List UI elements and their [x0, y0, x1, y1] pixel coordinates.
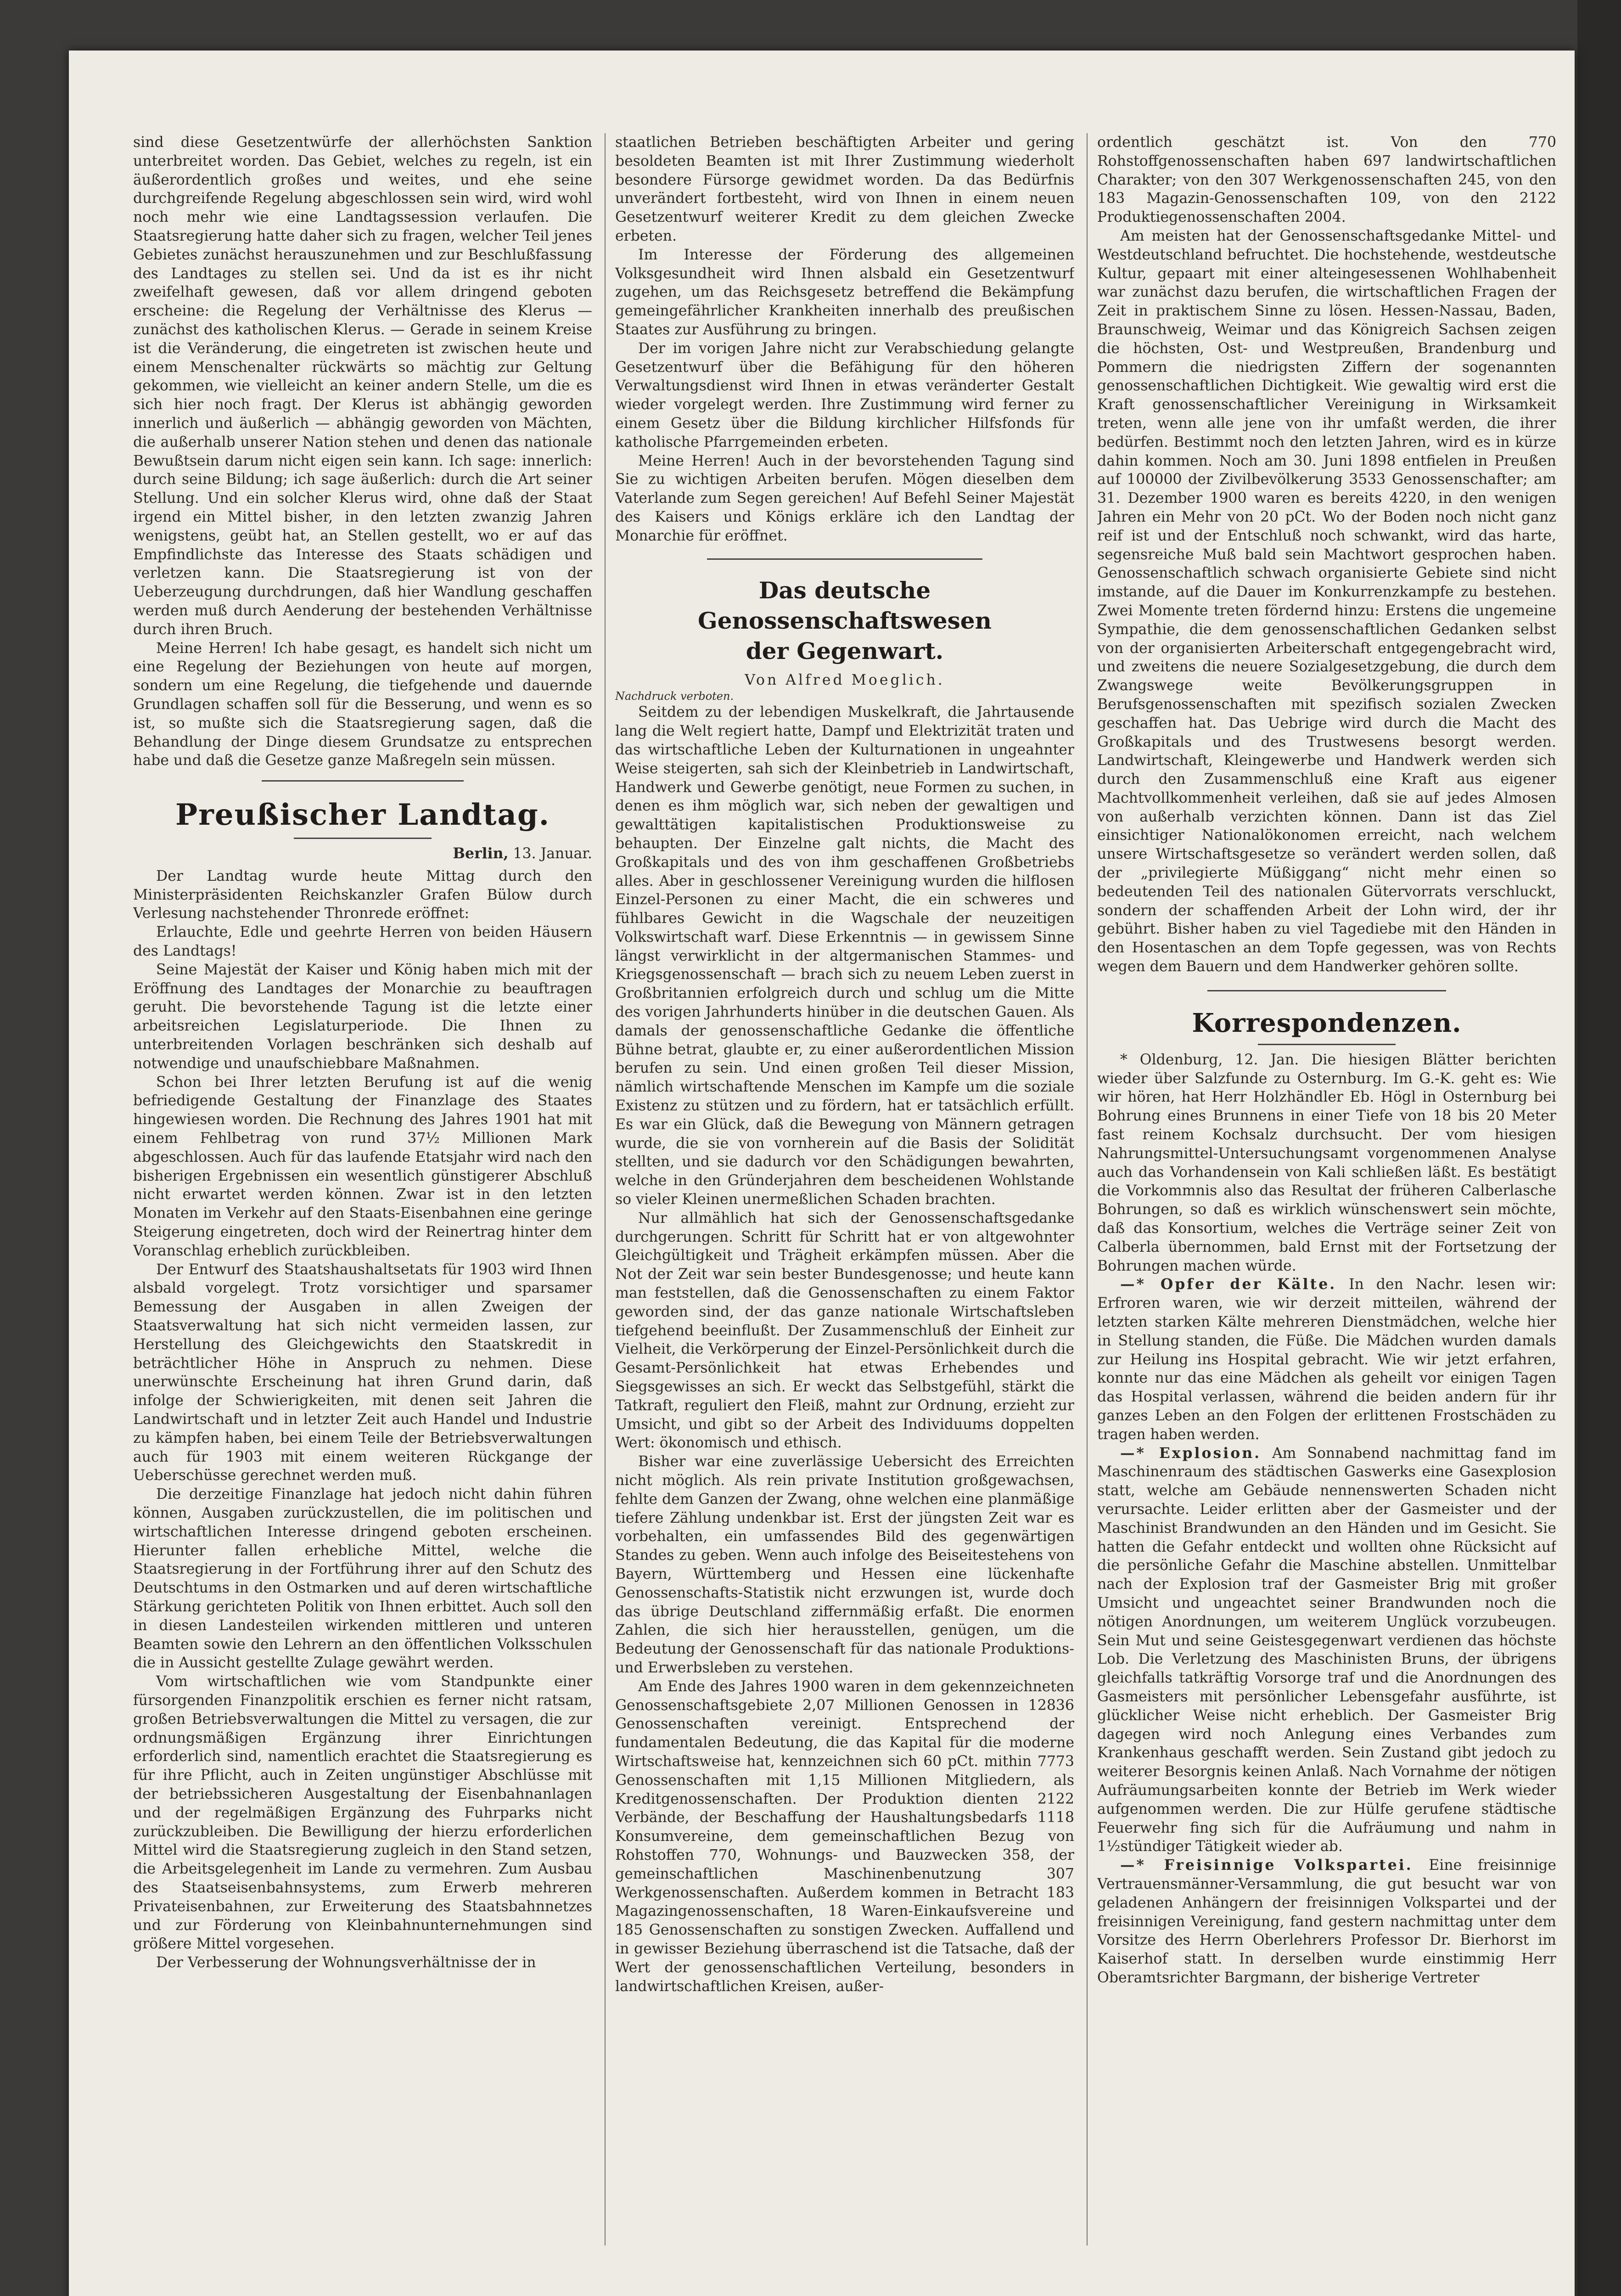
paragraph: Seine Majestät der Kaiser und König haben mich mit der Eröffnung des Landtages der Monarchie zu beauftragen geruht. Die bevorstehende Tagung ist die letzte einer arbeitsreichen Legislaturperiode. Die Ihnen zu unterbreitenden Vorlagen beschränken sich deshalb auf notwendige und unaufschiebbare Maßnahmen. — [133, 961, 592, 1072]
paragraph: Die derzeitige Finanzlage hat jedoch nicht dahin führen können, Ausgaben zurückzustellen, die im politischen und wirtschaftlichen Interesse dringend geboten erscheinen. Hierunter fallen erhebliche Mittel, welche die Staatsregierung in der Fortführung ihrer auf den Schutz des Deutschtums in den Ostmarken und auf deren wirtschaftliche Stärkung gerichteten Politik von Ihnen erbittet. Auch soll den in diesen Landesteilen wirkenden mittleren und unteren Beamten sowie den Lehrern an den öffentlichen Volksschulen die in Aussicht gestellte Zulage gewährt werden. — [133, 1486, 592, 1671]
column-rule-1 — [605, 133, 606, 2245]
separator — [707, 558, 982, 560]
dateline — [133, 844, 592, 863]
column-2 — [615, 133, 1074, 2255]
heading-preussischer-landtag: Preußischer Landtag. — [175, 798, 550, 833]
paragraph: staatlichen Betrieben beschäftigten Arbeiter und gering besoldeten Beamten ist mit Ihrer Zustimmung wiederholt besondere Fürsorge gewidmet worden. Da das Bedürfnis unverändert fortbesteht, wird von Ihnen in einem neuen Gesetzentwurf weiterer Kredit zu dem gleichen Zwecke erbeten. — [615, 134, 1074, 244]
dateline-place: Berlin, — [453, 845, 509, 862]
column-rule-2 — [1087, 133, 1088, 2245]
separator — [1258, 1044, 1396, 1045]
separator — [294, 838, 432, 839]
heading-korrespondenzen: Korrespondenzen. — [1192, 1007, 1462, 1038]
item-text: Am Sonnabend nachmittag fand im Maschinenraum des städtischen Gaswerks eine Gasexplosion statt, welche am Gebäude nennenswerten Schaden nicht verursachte. Leider erlitten aber der Gasmeister und der Maschinist Brandwunden an den Händen und im Gesicht. Sie hatten die Gefahr entdeckt und wollten ohne Rücksicht auf die persönliche Gefahr die Maschine abstellen. Unmittelbar nach der Explosion traf der Gasmeister Brig mit großer Umsicht und ungeachtet seiner Brandwunden noch die nötigen Anordnungen, um weiterem Unglück vorzubeugen. Sein Mut und seine Geistesgegenwart verdienen das höchste Lob. Die Verletzung des Maschinisten Bruns, der übrigens gleichfalls tatkräftig Vorsorge traf und die Anordnungen des Gasmeisters mit persönlicher Lebensgefahr ausführte, ist glücklicher Weise nicht erheblich. Der Gasmeister Brig dagegen wird noch Anlegung eines Verbandes zum Krankenhaus geschafft werden. Sein Zustand gibt jedoch zu weiterer Besorgnis keinen Anlaß. Nach Vornahme der nötigen Aufräumungsarbeiten konnte der Betrieb im Werk wieder aufgenommen werden. Die zur Hülfe gerufene städtische Feuerwehr fing sich für die Aufräumung und nahm in 1½stündiger Tätigkeit wieder ab. — [1097, 1445, 1556, 1855]
paragraph: Schon bei Ihrer letzten Berufung ist auf die wenig befriedigende Gestaltung der Finanzlage des Staates hingewiesen worden. Die Rechnung des Jahres 1901 hat mit einem Fehlbetrag von rund 37½ Millionen Mark abgeschlossen. Auch für das laufende Etatsjahr wird nach den bisherigen Ergebnissen ein wesentlich günstigerer Abschluß nicht erwartet werden können. Zwar ist in den letzten Monaten im Verkehr auf den Staats-Eisenbahnen eine geringe Steigerung eingetreten, doch wird der Reinertrag hinter dem Voranschlag erheblich zurückbleiben. — [133, 1074, 592, 1259]
item-title: —* Freisinnige Volkspartei. — [1120, 1857, 1413, 1874]
dateline-date: 13. Januar. — [513, 845, 592, 862]
reprint-notice: Nachdruck verboten. — [615, 690, 734, 703]
item-title: —* Explosion. — [1120, 1444, 1262, 1462]
paragraph: Am Ende des Jahres 1900 waren in dem gekennzeichneten Genossenschaftsgebiete 2,07 Millionen Genossen in 12836 Genossenschaften vereinigt. Entsprechend der fundamentalen Bedeutung, die das Kapital für die moderne Wirtschaftsweise hat, kennzeichnen sich 60 pCt. mithin 7773 Genossenschaften mit 1,15 Millionen Mitgliedern, als Kreditgenossenschaften. Der Produktion dienten 2122 Verbände, der Beschaffung der Haushaltungsbedarfs 1118 Konsumvereine, dem gemeinschaftlichen Bezug von Rohstoffen 770, Wohnungs- und Bauzwecken 358, der gemeinschaftlichen Maschinenbenutzung 307 Werkgenossenschaften. Außerdem kommen in Betracht 183 Magazingenossenschaften, 18 Waren-Einkaufsvereine und 185 Genossenschaften zu sonstigen Zwecken. Auffallend und in gewisser Beziehung überraschend ist die Tatsache, daß der Wert der genossenschaftlichen Verteilung, besonders in landwirtschaftlichen Kreisen, außer- — [615, 1678, 1074, 1995]
paragraph: Nur allmählich hat sich der Genossenschaftsgedanke durchgerungen. Schritt für Schritt hat er von altgewohnter Gleichgültigkeit und Trägheit erkämpfen müssen. Aber die Not der Zeit war sein bester Bundesgenosse; und heute kann man feststellen, daß die Genossenschaften zu einem Faktor geworden sind, der das ganze nationale Wirtschaftsleben tiefgehend beeinflußt. Der Zusammenschluß der Einheit zur Vielheit, die Verkörperung der Einzel-Persönlichkeit durch die Gesamt-Persönlichkeit hat etwas Erhebendes und Siegsgewisses an sich. Er weckt das Selbstgefühl, stärkt die Tatkraft, reguliert den Fleiß, mahnt zur Ordnung, erzieht zur Umsicht, und gibt so der Arbeit des Individuums doppelten Wert: ökonomisch und ethisch. — [615, 1210, 1074, 1452]
heading-line-1: Das deutsche Genossenschaftswesen — [698, 576, 992, 634]
item-text: In den Nachr. lesen wir: Erfroren waren, wie wir derzeit mitteilen, während der letzten starken Kälte mehreren Dienstmädchen, welche hier in Stellung standen, die Füße. Die Mädchen wurden damals zur Heilung ins Hospital gebracht. Wie wir jetzt erfahren, konnte nur das eine Mädchen als geheilt vor einigen Tagen das Hospital verlassen, während die beiden andern für ihr ganzes Leben an den Folgen der erlittenen Frostschäden zu tragen haben werden. — [1097, 1276, 1556, 1443]
column-3 — [1097, 133, 1556, 2255]
paragraph: Meine Herren! Ich habe gesagt, es handelt sich nicht um eine Regelung der Beziehungen von heute auf morgen, sondern um eine Regelung, die tiefgehende und dauernde Grundlagen schaffen soll für die Besserung, und wenn es so ist, so mußte sich die Staatsregierung sagen, daß die Behandlung der Dinge diesem Grundsatze zu entsprechen habe und daß die Gesetze ganze Maßregeln sein müssen. — [133, 640, 592, 769]
paragraph: * Oldenburg, 12. Jan. Die hiesigen Blätter berichten wieder über Salzfunde zu Osternburg. Im G.-K. geht es: Wie wir hören, hat Herr Holzhändler Eb. Högl in Osternburg bei Bohrung eines Brunnens in einer Tiefe von 18 bis 20 Meter fast reinem Kochsalz durchsucht. Der vom hiesigen Nahrungsmittel-Untersuchungsamt vorgenommenen Analyse auch das Vorhandensein von Kali schließen läßt. Es bestätigt die Vorkommnis also das Resultat der früheren Calberlasche Bohrungen, so daß es wirklich wünschenswert sein möchte, daß das Konsortium, welches die Verträge seiner Zeit von Calberla übernommen, bald Ernst mit der Fortsetzung der Bohrungen machen würde. — [1097, 1051, 1556, 1274]
paragraph: Der Landtag wurde heute Mittag durch den Ministerpräsidenten Reichskanzler Grafen Bülow durch Verlesung nachstehender Thronrede eröffnet: — [133, 867, 592, 922]
paragraph: Der Entwurf des Staatshaushaltsetats für 1903 wird Ihnen alsbald vorgelegt. Trotz vorsichtiger und sparsamer Bemessung der Ausgaben in allen Zweigen der Staatsverwaltung hat sich nicht vermeiden lassen, zur Herstellung des Gleichgewichts den Staatskredit in beträchtlicher Höhe in Anspruch zu nehmen. Diese unerwünschte Erscheinung hat ihren Grund darin, daß infolge der Schwierigkeiten, mit denen seit Jahren die Landwirtschaft und in letzter Zeit auch Handel und Industrie zu kämpfen haben, bei einem Teile der Betriebsverwaltungen auch für 1903 mit einem weiteren Rückgange der Ueberschüsse gerechnet werden muß. — [133, 1261, 592, 1484]
paragraph: Am meisten hat der Genossenschaftsgedanke Mittel- und Westdeutschland befruchtet. Die hochstehende, westdeutsche Kultur, gepaart mit einer alteingesessenen Wohlhabenheit war zunächst dazu berufen, die wirtschaftlichen Fragen der Zeit in praktischem Sinne zu lösen. Hessen-Nassau, Baden, Braunschweig, Weimar und das Königreich Sachsen zeigen die höchsten, Ost- und Westpreußen, Brandenburg und Pommern die niedrigsten Ziffern der sogenannten genossenschaftlichen Dichtigkeit. Wie gewaltig wird erst die Kraft genossenschaftlicher Vereinigung in Wirksamkeit treten, wenn alle jene von ihr umfaßt werden, die ihrer bedürfen. Bestimmt noch den letzten Jahren, wird es in kürze dahin kommen. Noch am 30. Juni 1898 entfielen in Preußen auf 100000 der Zivilbevölkerung 3533 Genossenschafter; am 31. Dezember 1900 waren es bereits 4220, in den wenigen Jahren ein Mehr von 20 pCt. Wo der Boden noch nicht ganz reif ist und der Entschluß noch schwankt, wird das harte, segensreiche Muß bald sein Machtwort gesprochen haben. Genossenschaftlich schwach organisierte Gebiete sind nicht imstande, auf die Dauer im Konkurrenzkampfe zu bestehen. Zwei Momente treten fördernd hinzu: Erstens die ungemeine Sympathie, die dem genossenschaftlichen Gedanken selbst von der organisierten Arbeiterschaft entgegengebracht wird, und zweitens die neuere Sozialgesetzgebung, die durch dem Zwangswege weite Bevölkerungsgruppen in Berufsgenossenschaften mit spezifisch sozialen Zwecken geschaffen hat. Das Uebrige wird durch die Macht des Großkapitals und des Trustwesens besorgt werden. Landwirtschaft, Kleingewerbe und Handwerk werden sich durch den Zusammenschluß eine Kraft aus eigener Machtvollkommenheit verleihen, daß sie auf jedes Almosen von außerhalb verzichten können. Dann ist das Ziel einsichtiger Nationalökonomen erreicht, nach welchem unsere Wirtschaftsgesetze so verändert werden sollen, daß der „privilegierte Müßiggang“ nicht mehr einen so bedeutenden Teil des nationalen Gütervorrats verschluckt, sondern der schaffenden Arbeit der Lohn wird, der ihr gebührt. Bisher haben zu viel Tagediebe mit den Händen in den Hosentaschen an dem Topfe gegessen, was von Rechts wegen dem Bauern und dem Handwerker gehören sollte. — [1097, 227, 1556, 975]
newspaper-page — [69, 51, 1575, 2296]
paragraph — [1097, 1444, 1556, 1857]
paragraph: ordentlich geschätzt ist. Von den 770 Rohstoffgenossenschaften haben 697 landwirtschaftlichen Charakter; von den 307 Werkgenossenschaften 245, von den 183 Magazin-Genossenschaften 109, von den 2122 Produktiegenossenschaften 2004. — [1097, 134, 1556, 226]
column-1 — [133, 133, 592, 2273]
paragraph: Bisher war eine zuverlässige Uebersicht des Erreichten nicht möglich. Als rein private Institution großgewachsen, fehlte dem Ganzen der Zwang, ohne welchen eine planmäßige tiefere Zählung undenkbar ist. Erst der jüngsten Zeit war es vorbehalten, ein umfassendes Bild des gegenwärtigen Standes zu geben. Wenn auch infolge des Beiseitestehens von Bayern, Württemberg und Hessen eine lückenhafte Genossenschafts-Statistik nicht erzwungen ist, wurde doch das übrige Deutschland ziffernmäßig erfaßt. Die enormen Zahlen, die sich hier herausstellen, genügen, um die Bedeutung der Genossenschaft für das nationale Produktions- und Erwerbsleben zu verstehen. — [615, 1453, 1074, 1676]
item-title: —* Opfer der Kälte. — [1120, 1276, 1337, 1293]
paragraph: Der im vorigen Jahre nicht zur Verabschiedung gelangte Gesetzentwurf über die Befähigung für den höheren Verwaltungsdienst wird Ihnen in etwas veränderter Gestalt wieder vorgelegt werden. Ihre Zustimmung wird ferner zu einem Gesetz über die Bildung kirchlicher Hilfsfonds für katholische Pfarrgemeinden erbeten. — [615, 340, 1074, 450]
separator — [262, 780, 464, 782]
paragraph: sind diese Gesetzentwürfe der allerhöchsten Sanktion unterbreitet worden. Das Gebiet, welches zu regeln, ist ein äußerordentlich großes und weites, und ehe seine durchgreifende Regelung abgeschlossen sein wird, wird wohl noch mehr wie eine Landtagssession verlaufen. Die Staatsregierung hatte daher sich zu fragen, welcher Teil jenes Gebietes zunächst herauszunehmen und zur Beschlußfassung des Landtages zu stellen sei. Und da ist es ihr nicht zweifelhaft gewesen, daß vor allem dringend geboten erscheine: die Regelung der Verhältnisse des Klerus — zunächst des katholischen Klerus. — Gerade in seinem Kreise ist die Veränderung, die eingetreten ist zwischen heute und einem Menschenalter rückwärts so mächtig zur Geltung gekommen, wie vielleicht an keiner andern Stelle, um die es sich hier noch fragt. Der Klerus ist abhängig geworden innerlich und äußerlich — abhängig geworden von Mächten, die außerhalb unserer Nation stehen und denen das nationale Bewußtsein darum nicht eigen sein kann. Ich sage: innerlich: durch seine Bildung; ich sage äußerlich: durch die Art seiner Stellung. Und ein solcher Klerus wird, ohne daß der Staat irgend ein Mittel bisher, in den letzten zwanzig Jahren wenigstens, geübt hat, an Stellen gestellt, wo er auf das Empfindlichste das Interesse des Staats schädigen und verletzen kann. Die Staatsregierung ist von der Ueberzeugung durchdrungen, daß hier Wandlung geschaffen werden muß durch Aenderung der bestehenden Verhältnisse durch ihren Bruch. — [133, 134, 592, 638]
paragraph: Im Interesse der Förderung des allgemeinen Volksgesundheit wird Ihnen alsbald ein Gesetzentwurf zugehen, um das Reichsgesetz betreffend die Bekämpfung gemeingefährlicher Krankheiten innerhalb des preußischen Staates zur Ausführung zu bringen. — [615, 246, 1074, 338]
paragraph — [1097, 1275, 1556, 1444]
viewer-right-edge — [1577, 0, 1621, 2296]
paragraph — [1097, 1856, 1556, 1987]
paragraph: Seitdem zu der lebendigen Muskelkraft, die Jahrtausende lang die Welt regiert hatte, Dampf und Elektrizität traten und das wirtschaftliche Leben der Kulturnationen in ungeahnter Weise steigerten, sah sich der Kleinbetrieb in Landwirtschaft, Handwerk und Gewerbe genötigt, neue Formen zu suchen, in denen es ihm möglich war, sich neben der gewaltigen und gewalttätigen kapitalistischen Produktionsweise zu behaupten. Der Einzelne galt nichts, die Macht des Großkapitals und des von ihm geschaffenen Großbetriebs alles. Aber in geschlossener Vereinigung wurden die hilflosen Einzel-Personen zu einer Macht, die ein schweres und fühlbares Gewicht in die Wagschale der neuzeitigen Volkswirtschaft warf. Diese Erkenntnis — in gewissem Sinne längst verwirklicht in der altgermanischen Stammes- und Kriegsgenossenschaft — brach sich zu neuem Leben zuerst in Großbritannien erfolgreich durch und schlug um die Mitte des vorigen Jahrhunderts hinüber in die deutschen Gauen. Als damals der genossenschaftliche Gedanke die öffentliche Bühne betrat, glaubte er, zu einer außerordentlichen Mission berufen zu sein. Und einen großen Teil dieser Mission, nämlich wirtschaftende Menschen im Kampfe um die soziale Existenz zu stützen und zu fördern, hat er tatsächlich erfüllt. Es war ein Glück, daß die Bewegung von Männern getragen wurde, die sie von vornherein auf die Basis der Solidität stellten, und sie dadurch vor den Schädigungen bewahrten, welche in den Gründerjahren dem bescheidenen Wohlstande so vieler Kleinen unermeßlichen Schaden brachten. — [615, 704, 1074, 1208]
heading-line-2: der Gegenwart. — [746, 637, 944, 664]
paragraph: Meine Herren! Auch in der bevorstehenden Tagung sind Sie zu wichtigen Arbeiten berufen. Mögen dieselben dem Vaterlande zum Segen gereichen! Auf Befehl Seiner Majestät des Kaisers und Königs erkläre ich den Landtag der Monarchie für eröffnet. — [615, 452, 1074, 544]
item-text: Eine freisinnige Vertrauensmänner-Versammlung, die gut besucht war von geladenen Anhängern der freisinnigen Volkspartei und der freisinnigen Vereinigung, fand gestern nachmittag unter dem Vorsitze des Herrn Oberlehrers Professor Dr. Bierhorst im Kaiserhof statt. In derselben wurde einstimmig Herr Oberamtsrichter Bargmann, der bisherige Vertreter — [1097, 1857, 1556, 1986]
separator — [1207, 990, 1446, 991]
paragraph: Erlauchte, Edle und geehrte Herren von beiden Häusern des Landtags! — [133, 924, 592, 960]
heading-genossenschaftswesen — [615, 575, 1074, 666]
byline: Von Alfred Moeglich. — [745, 671, 945, 688]
paragraph: Vom wirtschaftlichen wie vom Standpunkte einer fürsorgenden Finanzpolitik erschien es ferner nicht ratsam, großen Betriebsverwaltungen die Mittel zu versagen, die zur ordnungsmäßigen Ergänzung ihrer Einrichtungen erforderlich sind, namentlich erachtet die Staatsregierung es für ihre Pflicht, auch in Zeiten ungünstiger Abschlüsse mit der betriebssicheren Ausgestaltung der Eisenbahnanlagen und der regelmäßigen Ergänzung des Fuhrparks nicht zurückzubleiben. Die Bewilligung der hierzu erforderlichen Mittel wird die Staatsregierung zugleich in den Stand setzen, die Arbeitsgelegenheit im Lande zu vermehren. Zum Ausbau des Staatseisenbahnsystems, zum Erwerb mehreren Privateisenbahnen, zur Erweiterung des Staatsbahnnetzes und zur Förderung von Kleinbahnunternehmungen sind größere Mittel vorgesehen. — [133, 1673, 592, 1953]
paragraph: Der Verbesserung der Wohnungsverhältnisse der in — [156, 1954, 536, 1971]
